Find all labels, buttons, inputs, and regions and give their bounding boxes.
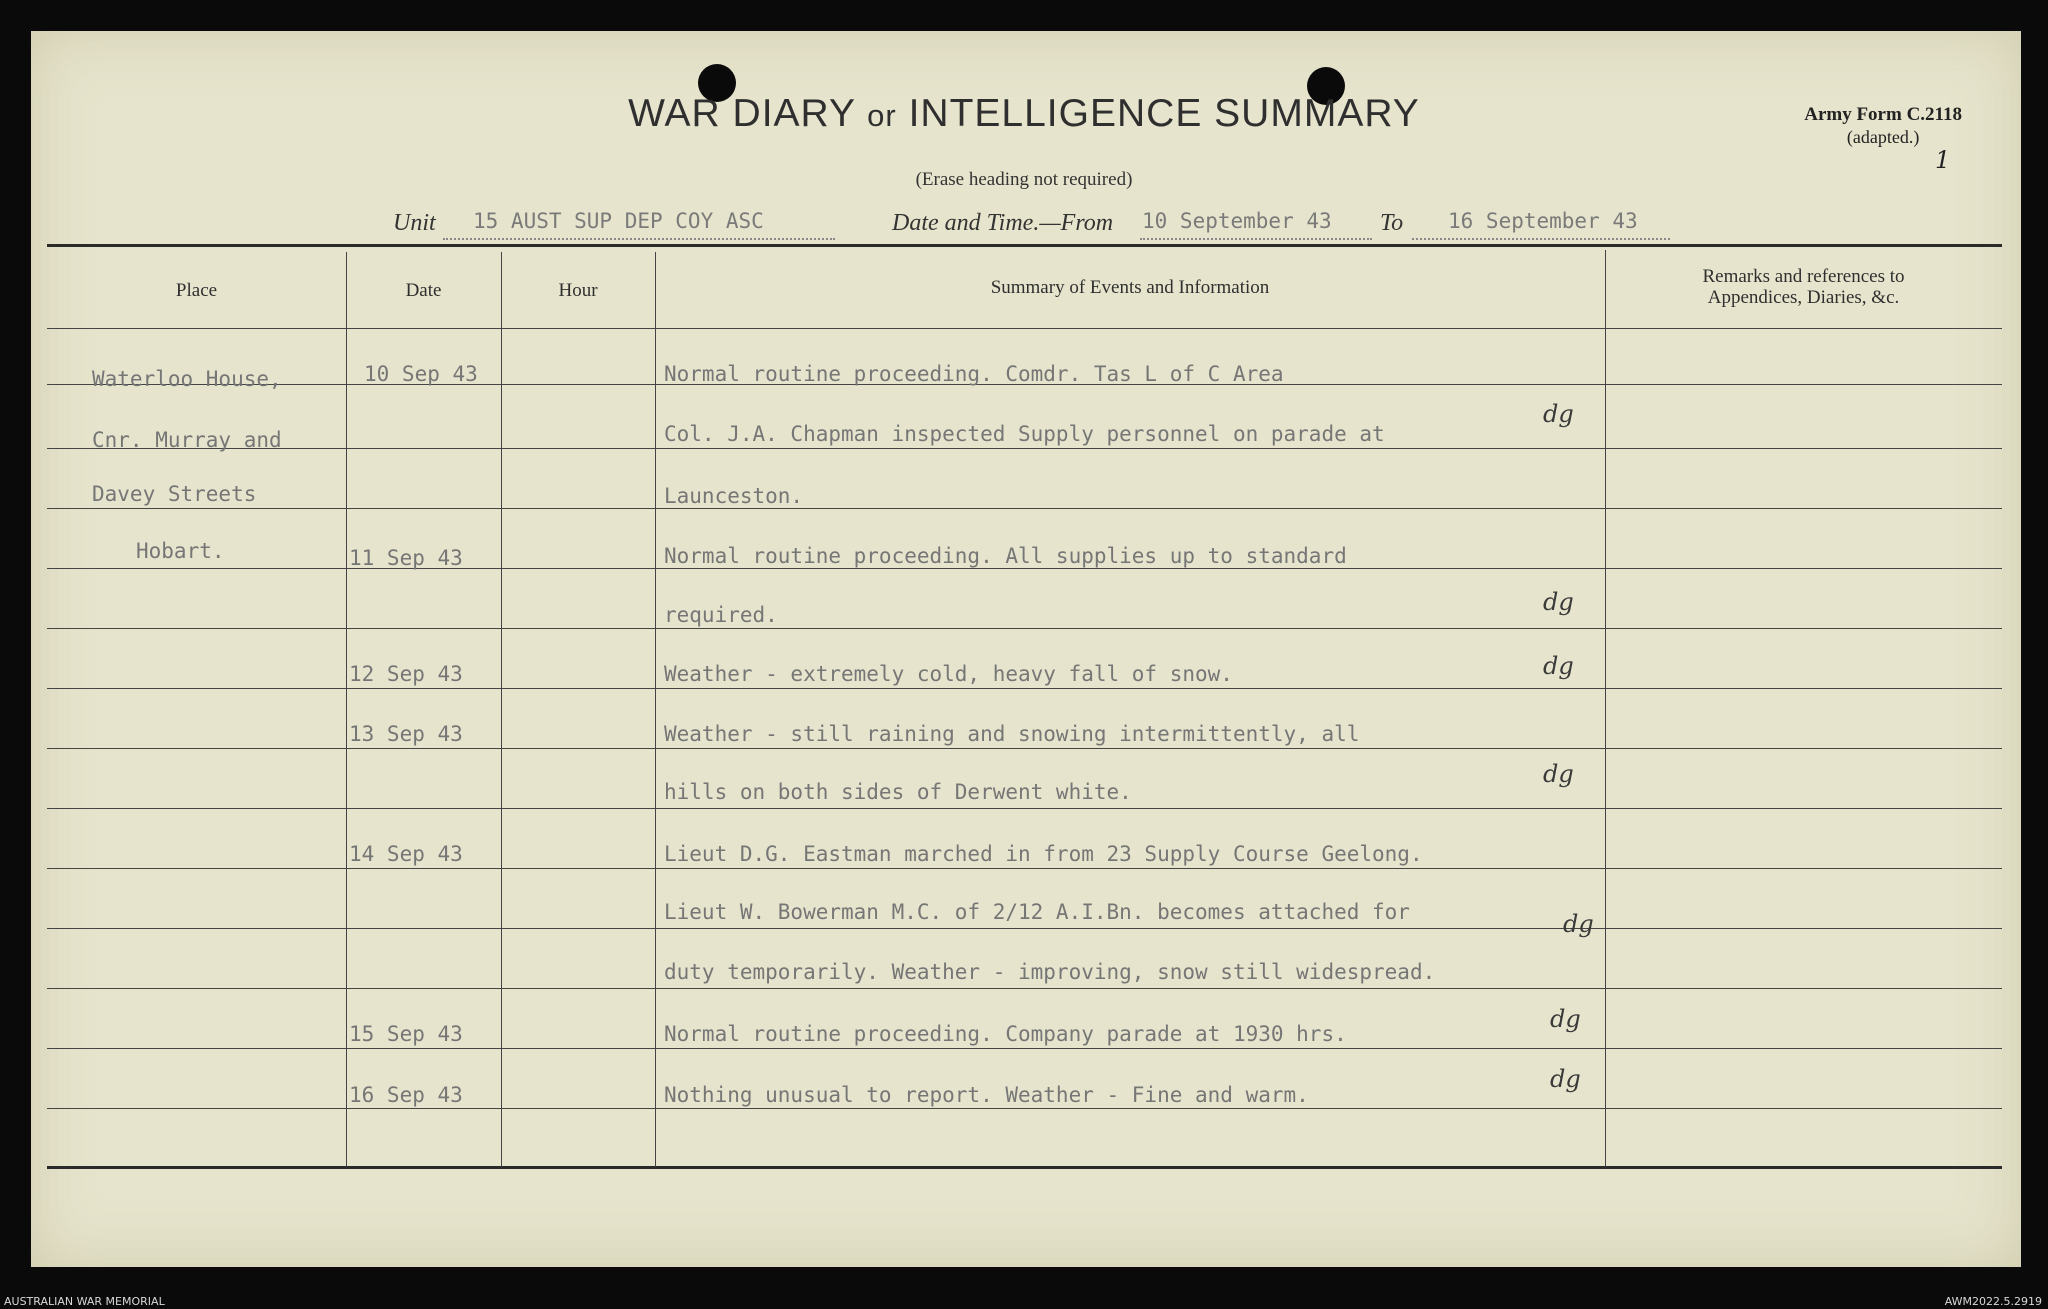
ruled-line-9 [47,868,2002,869]
column-divider-4 [1605,250,1606,1167]
ruled-line-10 [47,928,2002,929]
summary-line-4: Normal routine proceeding. All supplies up to standard [664,544,1347,568]
date-entry-3: 12 Sep 43 [349,662,463,686]
summary-line-13: Nothing unusual to report. Weather - Fine and warm. [664,1083,1309,1107]
ruled-line-4 [47,568,2002,569]
place-line-1: Waterloo House, [92,367,282,391]
summary-line-6: Weather - extremely cold, heavy fall of snow. [664,662,1233,686]
unit-dotted-line [443,238,835,240]
handwritten-initials: dg [1550,1005,1581,1033]
ruled-line-5 [47,628,2002,629]
ruled-line-13 [47,1108,2002,1109]
table-top-border [47,244,2002,247]
ruled-line-6 [47,688,2002,689]
to-dotted-line [1412,238,1670,240]
summary-line-1: Normal routine proceeding. Comdr. Tas L of C Area [664,362,1284,386]
summary-line-9: Lieut D.G. Eastman marched in from 23 Supply Course Geelong. [664,842,1423,866]
date-time-label: Date and Time.—From [892,210,1114,236]
page-number: 1 [1935,146,1951,174]
handwritten-initials: dg [1550,1065,1581,1093]
handwritten-initials: dg [1563,910,1594,938]
army-form-adapted: (adapted.) [1846,127,1920,147]
unit-value: 15 AUST SUP DEP COY ASC [473,209,764,233]
ruled-line-3 [47,508,2002,509]
handwritten-initials: dg [1543,652,1574,680]
ruled-line-12 [47,1048,2002,1049]
from-value: 10 September 43 [1142,209,1332,233]
date-entry-2: 11 Sep 43 [349,546,463,570]
army-form-label [1804,104,1962,148]
handwritten-initials: dg [1543,760,1574,788]
column-divider-3 [655,252,656,1167]
remarks-header-line-2: Appendices, Diaries, &c. [1707,287,1900,308]
army-form-number: Army Form C.2118 [1804,104,1962,125]
table-bottom-border [47,1166,2002,1169]
ruled-line-11 [47,988,2002,989]
handwritten-initials: dg [1543,400,1574,428]
unit-label: Unit [393,210,436,236]
summary-line-5: required. [664,603,778,627]
title-or: or [867,98,897,133]
column-header-summary: Summary of Events and Information [990,277,1270,298]
header-row-rule [47,328,2002,329]
title-tail: INTELLIGENCE SUMMARY [908,92,1420,135]
date-entry-4: 13 Sep 43 [349,722,463,746]
summary-line-10: Lieut W. Bowerman M.C. of 2/12 A.I.Bn. becomes attached for [664,900,1410,924]
place-line-2: Cnr. Murray and [92,428,282,452]
footer-right: AWM2022.5.2919 [1944,1295,2042,1308]
date-entry-1: 10 Sep 43 [364,362,478,386]
summary-line-12: Normal routine proceeding. Company parade at 1930 hrs. [664,1022,1347,1046]
column-divider-2 [501,252,502,1167]
place-line-4: Hobart. [136,539,225,563]
column-divider-1 [346,252,347,1167]
column-header-place: Place [175,280,218,301]
ruled-line-7 [47,748,2002,749]
title-main: WAR DIARY [628,92,856,135]
form-title [0,92,2048,136]
ruled-line-8 [47,808,2002,809]
handwritten-initials: dg [1543,588,1574,616]
summary-line-3: Launceston. [664,484,804,508]
from-dotted-line [1140,238,1372,240]
place-line-3: Davey Streets [92,482,257,506]
to-label: To [1380,210,1404,236]
to-value: 16 September 43 [1448,209,1638,233]
ruled-line-2 [47,448,2002,449]
footer-left: AUSTRALIAN WAR MEMORIAL [4,1295,165,1308]
summary-line-11: duty temporarily. Weather - improving, snow still widespread. [664,960,1436,984]
date-entry-7: 16 Sep 43 [349,1083,463,1107]
date-entry-6: 15 Sep 43 [349,1022,463,1046]
column-header-hour: Hour [558,280,598,301]
form-subtitle: (Erase heading not required) [915,169,1133,190]
date-entry-5: 14 Sep 43 [349,842,463,866]
summary-line-2: Col. J.A. Chapman inspected Supply personnel on parade at [664,422,1385,446]
remarks-header-line-1: Remarks and references to [1702,266,1905,287]
column-header-remarks [1605,266,2002,308]
column-header-date: Date [405,280,442,301]
summary-line-8: hills on both sides of Derwent white. [664,780,1132,804]
summary-line-7: Weather - still raining and snowing intermittently, all [664,722,1360,746]
